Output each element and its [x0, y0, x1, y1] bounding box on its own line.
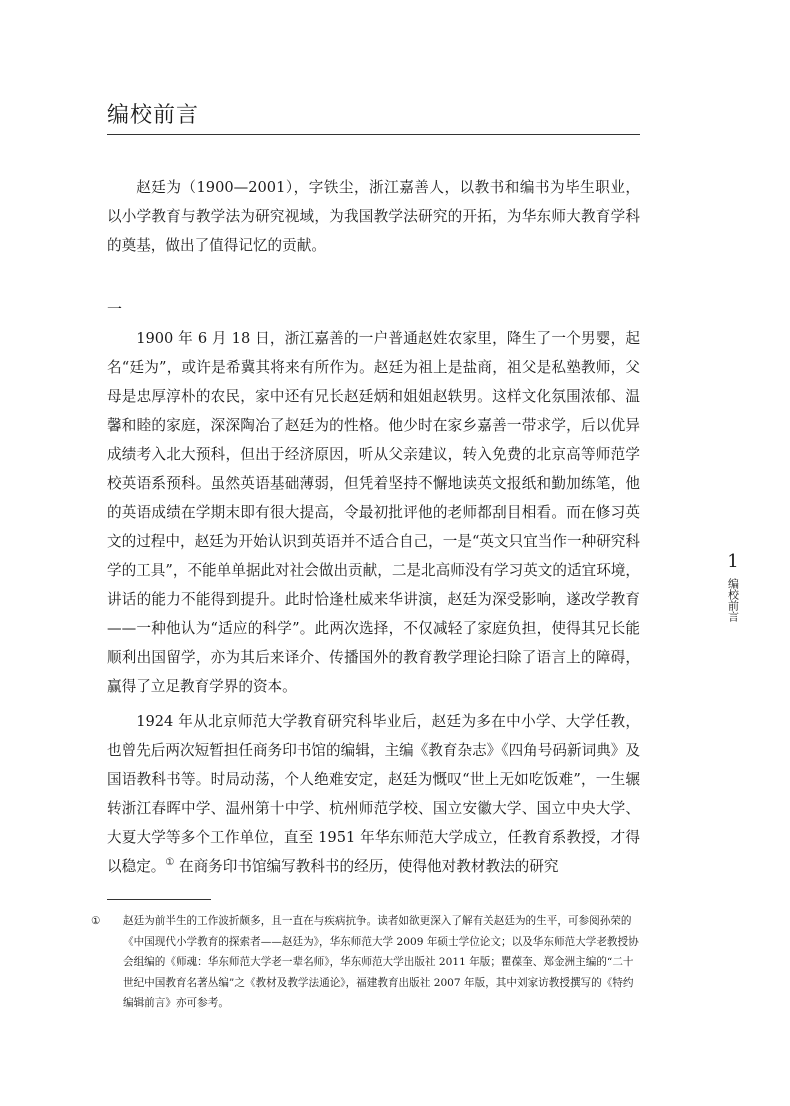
body-block-2 — [107, 707, 640, 881]
body-paragraph-2-main: 1924 年从北京师范大学教育研究科毕业后，赵廷为多在中小学、大学任教，也曾先后两次短暂担任商务印书馆的编辑，主编《教育杂志》《四角号码新词典》及国语教科书等。时局动荡，个人绝难安定，赵廷为慨叹“世上无如吃饭难”，一生辗转浙江春晖中学、温州第十中学、杭州师范学校、国立安徽大学、国立中央大学、大夏大学等多个工作单位，直至 1951 年华东师范大学成立，任教育系教授，才得以稳定。 — [107, 713, 640, 875]
body-paragraph-2-tail: 在商务印书馆编写教科书的经历，使得他对教材教法的研究 — [174, 858, 559, 875]
body-paragraph-1: 1900 年 6 月 18 日，浙江嘉善的一户普通赵姓农家里，降生了一个男婴，起名“廷为”，或许是希冀其将来有所作为。赵廷为祖上是盐商，祖父是私塾教师，父母是忠厚淳朴的农民，家中还有兄长赵廷炳和姐姐赵轶男。这样文化氛围浓郁、温馨和睦的家庭，深深陶冶了赵廷为的性格。他少时在家乡嘉善一带求学，后以优异成绩考入北大预科，但出于经济原因，听从父亲建议，转入免费的北京高等师范学校英语系预科。虽然英语基础薄弱，但凭着坚持不懈地读英文报纸和勤加练笔，他的英语成绩在学期末即有很大提高，令最初批评他的老师都刮目相看。而在修习英文的过程中，赵廷为开始认识到英语并不适合自己，一是“英文只宜当作一种研究科学的工具”，不能单单据此对社会做出贡献，二是北高师没有学习英文的适宜环境，讲话的能力不能得到提升。此时恰逢杜威来华讲演，赵廷为深受影响，遂改学教育——一种他认为“适应的科学”。此两次选择，不仅减轻了家庭负担，使得其兄长能顺利出国留学，亦为其后来译介、传播国外的教育教学理论扫除了语言上的障碍，赢得了立足教育学界的资本。 — [107, 330, 640, 695]
body-block-1 — [107, 324, 640, 701]
title-rule — [107, 134, 640, 135]
margin-marker — [718, 550, 748, 622]
footnote-rule — [107, 899, 211, 900]
section-number: 一 — [107, 300, 123, 318]
intro-paragraph: 赵廷为（1900—2001），字铁尘，浙江嘉善人，以教书和编书为毕生职业，以小学教育与教学法为研究视域，为我国教学法研究的开拓，为华东师大教育学科的奠基，做出了值得记忆的贡献。 — [107, 179, 640, 254]
footnote-text: 赵廷为前半生的工作波折颇多，且一直在与疾病抗争。读者如欲更深入了解有关赵廷为的生平，可参阅孙荣的《中国现代小学教育的探索者——赵廷为》，华东师范大学 2009 年硕士学位论文；以及华东师范大学老教授协会组编的《师魂：华东师范大学老一辈名师》，华东师范大学出版社 2011 年版；瞿葆奎、郑金洲主编的“二十世纪中国教育名著丛编”之《教材及教学法通论》，福建教育出版社 2007 年版，其中刘家访教授撰写的《特约编辑前言》亦可参考。 — [123, 915, 639, 1009]
footnote — [91, 911, 640, 1014]
page-number: 1 — [727, 551, 739, 572]
margin-section-label: 编校前言 — [726, 578, 740, 622]
intro-block — [107, 173, 640, 260]
footnote-item — [91, 911, 640, 1014]
body-paragraph-2 — [107, 707, 640, 881]
chapter-title: 编校前言 — [107, 103, 200, 128]
footnote-mark: ① — [91, 915, 101, 927]
footnote-reference[interactable]: ① — [165, 857, 175, 869]
